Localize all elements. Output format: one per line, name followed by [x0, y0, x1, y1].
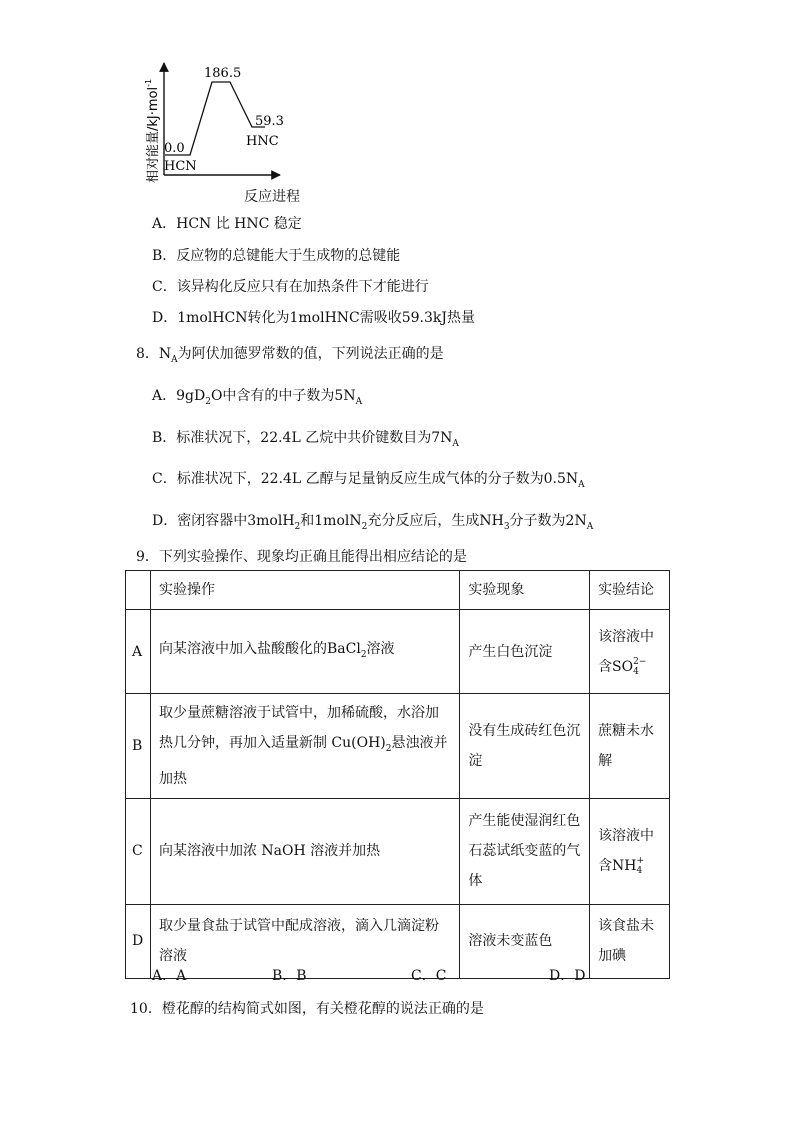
header-operation: 实验操作 — [150, 571, 459, 610]
x-axis-label: 反应进程 — [244, 189, 300, 205]
table-header-row — [126, 571, 670, 610]
row-conclusion: 该溶液中 含NH+ 4 — [590, 798, 670, 904]
end-value: 59.3 — [255, 114, 284, 129]
row-conclusion: 蔗糖未水解 — [590, 694, 670, 799]
row-operation: 向某溶液中加浓 NaOH 溶液并加热 — [150, 798, 459, 904]
q10-stem: 10．橙花醇的结构简式如图，有关橙花醇的说法正确的是 — [130, 1001, 484, 1017]
end-label: HNC — [246, 134, 279, 149]
q9-answer-d: D．D — [549, 968, 586, 984]
q7-option-c: C．该异构化反应只有在加热条件下才能进行 — [152, 279, 429, 295]
table-row — [126, 694, 670, 799]
row-operation: 向某溶液中加入盐酸酸化的BaCl$_2$溶液 — [150, 610, 459, 694]
y-axis-label: 相对能量/kJ·mol$^{-1}$ — [144, 78, 161, 183]
q7-option-d: D．1molHCN转化为1molHNC需吸收59.3kJ热量 — [152, 310, 476, 326]
row-phenomenon: 没有生成砖红色沉淀 — [460, 694, 590, 799]
q8-option-d: D．密闭容器中3molH$_2$和1molN$_2$充分反应后，生成$NH_3$分子数为$2N_A$ — [152, 513, 594, 532]
energy-diagram — [140, 55, 340, 205]
row-conclusion: 该食盐未加碘 — [590, 904, 670, 978]
q8-option-c: C．标准状况下，22.4L 乙醇与足量钠反应生成气体的分子数为$0.5N_A$ — [152, 471, 585, 490]
row-phenomenon: 产生白色沉淀 — [460, 610, 590, 694]
row-conclusion: 该溶液中 含SO2− 4 — [590, 610, 670, 694]
row-label: A — [126, 610, 151, 694]
table-row — [126, 904, 670, 978]
q8-stem: 8．$N_A$为阿伏加德罗常数的值，下列说法正确的是 — [136, 346, 444, 365]
table-row — [126, 610, 670, 694]
row-label: B — [126, 694, 151, 799]
start-label: HCN — [164, 159, 197, 174]
q8-option-b: B．标准状况下，22.4L 乙烷中共价键数目为$7N_A$ — [152, 430, 459, 449]
header-blank — [126, 571, 151, 610]
q7-option-a: A．HCN 比 HNC 稳定 — [152, 216, 302, 232]
q9-answer-b: B．B — [272, 968, 307, 984]
row-phenomenon: 溶液未变蓝色 — [460, 904, 590, 978]
q9-answer-c: C．C — [411, 968, 447, 984]
row-label: D — [126, 904, 151, 978]
header-phenomenon: 实验现象 — [460, 571, 590, 610]
row-phenomenon: 产生能使湿润红色石蕊试纸变蓝的气体 — [460, 798, 590, 904]
q9-stem: 9．下列实验操作、现象均正确且能得出相应结论的是 — [136, 549, 467, 565]
row-label: C — [126, 798, 151, 904]
start-value: 0.0 — [164, 141, 185, 156]
q7-option-b: B．反应物的总键能大于生成物的总键能 — [152, 248, 401, 264]
q8-option-a: A．$9gD_2O$中含有的中子数为$5N_A$ — [152, 388, 363, 407]
experiment-table — [125, 570, 670, 979]
table-row — [126, 798, 670, 904]
header-conclusion: 实验结论 — [590, 571, 670, 610]
peak-value: 186.5 — [204, 66, 242, 81]
row-operation: 取少量蔗糖溶液于试管中，加稀硫酸，水浴加热几分钟，再加入适量新制 $Cu(OH)_2$悬浊液并加热 — [150, 694, 459, 799]
row-operation: 取少量食盐于试管中配成溶液，滴入几滴淀粉溶液 — [150, 904, 459, 978]
q9-answer-a: A．A — [152, 968, 187, 984]
